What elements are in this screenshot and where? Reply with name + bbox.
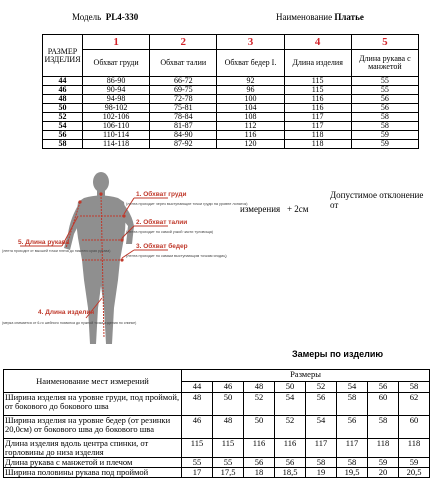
measurement-value: 52 — [244, 393, 275, 416]
measurement-value: 19,5 — [337, 468, 368, 478]
measurement-name: Длина изделия вдоль центра спинки, от горловины до низа изделия — [4, 439, 182, 458]
size-row — [43, 95, 419, 104]
measurement-value: 115 — [213, 439, 244, 458]
body-measurement-figure — [0, 168, 280, 348]
measurement-value: 17 — [182, 468, 213, 478]
size-row — [43, 86, 419, 95]
measurement-value: 116 — [275, 439, 306, 458]
column-label: Обхват бедер I. — [217, 50, 284, 77]
column-number: 2 — [150, 35, 217, 50]
measurement-value: 117 — [306, 439, 337, 458]
measurement-value: 50 — [244, 416, 275, 439]
column-label: Длина рукава с манжетой — [351, 50, 418, 77]
value-cell: 66-72 — [150, 77, 217, 86]
measurement-value: 115 — [182, 439, 213, 458]
size-header-cell: 58 — [399, 381, 430, 393]
size-cell: 44 — [43, 77, 83, 86]
size-cell: 58 — [43, 140, 83, 149]
measurement-value: 50 — [213, 393, 244, 416]
measurement-value: 54 — [275, 393, 306, 416]
model-header — [72, 12, 138, 22]
size-cell: 46 — [43, 86, 83, 95]
measurement-value: 55 — [182, 458, 213, 468]
value-cell: 112 — [217, 122, 284, 131]
size-header-cell: 50 — [275, 381, 306, 393]
mannequin-silhouette — [64, 172, 134, 344]
measurement-value: 20,5 — [399, 468, 430, 478]
measurement-value: 58 — [306, 458, 337, 468]
value-cell: 55 — [351, 77, 418, 86]
value-cell: 87-92 — [150, 140, 217, 149]
value-cell: 115 — [284, 77, 351, 86]
measurement-value: 60 — [399, 416, 430, 439]
figure-label-3-title: 3. Обхват бедер — [136, 243, 188, 250]
size-header-cell: 56 — [368, 381, 399, 393]
size-chart-body — [43, 77, 419, 149]
tolerance-value: + 2см — [286, 204, 309, 214]
size-row — [43, 122, 419, 131]
measurement-value: 18 — [244, 468, 275, 478]
value-cell: 69-75 — [150, 86, 217, 95]
value-cell: 78-84 — [150, 113, 217, 122]
value-cell: 84-90 — [150, 131, 217, 140]
measurement-row — [4, 458, 430, 468]
figure-label-1-note: (лента проходит через выступающие точки груди на уровне лопаток) — [126, 202, 248, 206]
value-cell: 81-87 — [150, 122, 217, 131]
figure-label-3-note: (лента проходит по самым выступающим точкам ягодиц) — [126, 254, 227, 258]
value-cell: 118 — [284, 140, 351, 149]
value-cell: 98-102 — [83, 104, 150, 113]
name-value: Платье — [334, 12, 364, 22]
measurement-value: 19 — [306, 468, 337, 478]
value-cell: 96 — [217, 86, 284, 95]
value-cell: 116 — [284, 104, 351, 113]
figure-label-4-note: (мерка снимается от 6-го шейного позвонка до нужной точки изделия по спинке) — [2, 321, 137, 325]
size-row — [43, 77, 419, 86]
figure-label-2-note: (лента проходит по самой узкой части туловища) — [126, 230, 214, 234]
value-cell: 117 — [284, 122, 351, 131]
measurement-value: 18,5 — [275, 468, 306, 478]
value-cell: 58 — [351, 122, 418, 131]
model-value: PL4-330 — [105, 12, 139, 22]
measurement-name: Ширина изделия на уровне бедер (от резинки 20,0см) от бокового шва до бокового шва — [4, 416, 182, 439]
value-cell: 102-106 — [83, 113, 150, 122]
figure-label-4-title: 4. Длина изделия — [38, 309, 95, 316]
measurement-value: 60 — [368, 393, 399, 416]
measurement-value: 118 — [368, 439, 399, 458]
column-number: 3 — [217, 35, 284, 50]
measurement-value: 56 — [244, 458, 275, 468]
size-cell: 48 — [43, 95, 83, 104]
measurement-value: 55 — [213, 458, 244, 468]
measurement-row — [4, 416, 430, 439]
size-cell: 52 — [43, 113, 83, 122]
value-cell: 92 — [217, 77, 284, 86]
measurement-value: 116 — [244, 439, 275, 458]
value-cell: 86-90 — [83, 77, 150, 86]
measurement-value: 59 — [368, 458, 399, 468]
figure-label-1-title: 1. Обхват груди — [136, 191, 187, 198]
measurements-body — [4, 393, 430, 478]
measurements-title: Замеры по изделию — [292, 349, 384, 359]
value-cell: 116 — [217, 131, 284, 140]
size-header-cell: 52 — [306, 381, 337, 393]
value-cell: 75-81 — [150, 104, 217, 113]
size-header-cell: РАЗМЕР ИЗДЕЛИЯ — [43, 35, 83, 77]
tolerance-line-1: Допустимое отклонение от — [330, 190, 424, 210]
value-cell: 118 — [284, 131, 351, 140]
figure-label-5-title: 5. Длина рукава — [18, 239, 70, 246]
name-label: Наименование — [276, 12, 333, 22]
size-chart-table — [42, 34, 419, 149]
column-number: 4 — [284, 35, 351, 50]
value-cell: 106-110 — [83, 122, 150, 131]
measurement-name: Ширина половины рукава под проймой — [4, 468, 182, 478]
size-header-cell: 44 — [182, 381, 213, 393]
measurement-value: 54 — [306, 416, 337, 439]
measurement-name: Длина рукава с манжетой и плечом — [4, 458, 182, 468]
value-cell: 90-94 — [83, 86, 150, 95]
model-label: Модель — [72, 12, 102, 22]
size-row — [43, 104, 419, 113]
size-row — [43, 113, 419, 122]
sizes-header: Размеры — [182, 370, 430, 382]
column-label: Обхват груди — [83, 50, 150, 77]
measurement-value: 17,5 — [213, 468, 244, 478]
value-cell: 56 — [351, 95, 418, 104]
value-cell: 100 — [217, 95, 284, 104]
measurement-value: 56 — [306, 393, 337, 416]
size-header-cell: 46 — [213, 381, 244, 393]
measurement-value: 58 — [337, 458, 368, 468]
value-cell: 120 — [217, 140, 284, 149]
value-cell: 59 — [351, 140, 418, 149]
measurements-table — [3, 369, 430, 478]
measurement-value: 118 — [399, 439, 430, 458]
value-cell: 104 — [217, 104, 284, 113]
measurement-value: 117 — [337, 439, 368, 458]
size-cell: 56 — [43, 131, 83, 140]
size-row — [43, 131, 419, 140]
size-cell: 54 — [43, 122, 83, 131]
measurement-value: 56 — [337, 416, 368, 439]
tolerance-prefix: измерения — [240, 204, 281, 214]
measurement-value: 58 — [368, 416, 399, 439]
measurement-value: 58 — [337, 393, 368, 416]
measurement-value: 56 — [275, 458, 306, 468]
size-header-cell: 54 — [337, 381, 368, 393]
value-cell: 72-78 — [150, 95, 217, 104]
measurement-value: 48 — [213, 416, 244, 439]
value-cell: 116 — [284, 95, 351, 104]
column-label: Обхват талии — [150, 50, 217, 77]
figure-label-2-title: 2. Обхват талии — [136, 219, 188, 226]
value-cell: 108 — [217, 113, 284, 122]
size-row — [43, 140, 419, 149]
value-cell: 56 — [351, 104, 418, 113]
measurement-value: 62 — [399, 393, 430, 416]
measurement-row — [4, 468, 430, 478]
column-number: 5 — [351, 35, 418, 50]
column-label: Длина изделия — [284, 50, 351, 77]
value-cell: 58 — [351, 113, 418, 122]
measurement-name: Ширина изделия на уровне груди, под проймой, от бокового до бокового шва — [4, 393, 182, 416]
column-number: 1 — [83, 35, 150, 50]
measurement-value: 52 — [275, 416, 306, 439]
measurement-value: 59 — [399, 458, 430, 468]
value-cell: 94-98 — [83, 95, 150, 104]
size-header-cell: 48 — [244, 381, 275, 393]
name-header — [276, 12, 364, 22]
measurement-value: 48 — [182, 393, 213, 416]
measurement-value: 20 — [368, 468, 399, 478]
measurement-row — [4, 439, 430, 458]
measurement-value: 46 — [182, 416, 213, 439]
value-cell: 110-114 — [83, 131, 150, 140]
value-cell: 115 — [284, 86, 351, 95]
figure-label-5-note: (лента проходит от высшей точки плеча до нижнего края рукава) — [2, 249, 111, 253]
value-cell: 114-118 — [83, 140, 150, 149]
value-cell: 59 — [351, 131, 418, 140]
value-cell: 117 — [284, 113, 351, 122]
value-cell: 55 — [351, 86, 418, 95]
size-cell: 50 — [43, 104, 83, 113]
measurement-row — [4, 393, 430, 416]
place-header: Наименование мест измерений — [4, 370, 182, 393]
